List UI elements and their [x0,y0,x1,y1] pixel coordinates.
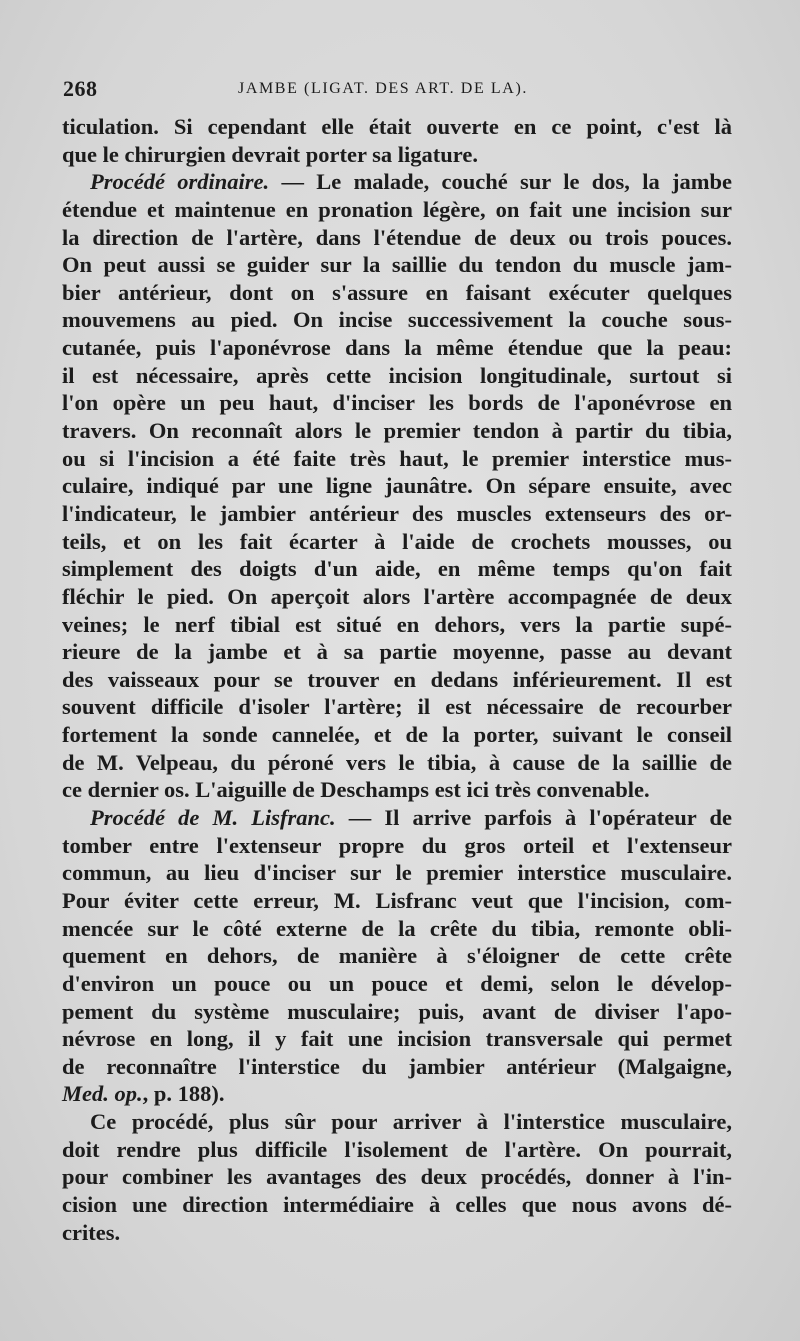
text-line: doit rendre plus difficile l'isolement de l'artère. On pourrait, [62,1136,732,1162]
text-run: — Il arrive parfois à l'opérateur de [335,805,733,831]
section-title-lisfranc: Procédé de M. Lisfranc. [90,805,336,831]
section-title-ordinaire: Procédé ordinaire. [90,169,270,195]
page-header [63,76,740,106]
text-line: Pour éviter cette erreur, M. Lisfranc veut que l'incision, com- [62,887,732,913]
citation-ref: Med. op. [62,1081,143,1107]
text-line: simplement des doigts d'un aide, en même temps qu'on fait [62,556,732,582]
text-line: il est nécessaire, après cette incision longitudinale, surtout si [62,362,732,388]
text-line: On peut aussi se guider sur la saillie du tendon du muscle jam- [62,252,732,278]
text-line: névrose en long, il y fait une incision transversale qui permet [62,1026,732,1052]
text-line: la direction de l'artère, dans l'étendue de deux ou trois pouces. [62,224,732,250]
text-line: rieure de la jambe et à sa partie moyenne, passe au devant [62,639,732,665]
text-line: culaire, indiqué par une ligne jaunâtre. On sépare ensuite, avec [62,473,732,499]
text-line [62,804,732,832]
text-line: cision une direction intermédiaire à celles que nous avons dé- [62,1191,732,1217]
body-text [62,113,732,1246]
text-line: teils, et on les fait écarter à l'aide de crochets mousses, ou [62,528,732,554]
text-line: fléchir le pied. On aperçoit alors l'artère accompagnée de deux [62,583,732,609]
text-line: quement en dehors, de manière à s'éloigner de cette crête [62,943,732,969]
text-line: l'on opère un peu haut, d'inciser les bords de l'aponévrose en [62,390,732,416]
text-line: ou si l'incision a été faite très haut, le premier interstice mus- [62,445,732,471]
text-line: bier antérieur, dont on s'assure en faisant exécuter quelques [62,279,732,305]
text-run: , p. 188). [142,1081,225,1107]
text-line: pement du système musculaire; puis, avant de diviser l'apo- [62,998,732,1024]
text-line: commun, au lieu d'inciser sur le premier interstice musculaire. [62,860,732,886]
text-line: veines; le nerf tibial est situé en dehors, vers la partie supé- [62,611,732,637]
text-line: Ce procédé, plus sûr pour arriver à l'interstice musculaire, [90,1109,732,1135]
text-line: crites. [62,1219,121,1245]
text-line: tomber entre l'extenseur propre du gros orteil et l'extenseur [62,832,732,858]
text-line: étendue et maintenue en pronation légère, on fait une incision sur [62,196,732,222]
text-line: fortement la sonde cannelée, et de la porter, suivant le conseil [62,722,732,748]
text-run: — Le malade, couché sur le dos, la jambe [269,169,732,195]
text-line: travers. On reconnaît alors le premier tendon à partir du tibia, [62,418,732,444]
text-line: mouvemens au pied. On incise successivement la couche sous- [62,307,732,333]
text-line: des vaisseaux pour se trouver en dedans inférieurement. Il est [62,666,732,692]
running-head: JAMBE (LIGAT. DES ART. DE LA). [238,80,528,97]
text-line: de reconnaître l'interstice du jambier antérieur (Malgaigne, [62,1053,732,1079]
text-line: que le chirurgien devrait porter sa ligature. [62,141,478,167]
text-line: de M. Velpeau, du péroné vers le tibia, à cause de la saillie de [62,749,732,775]
text-line: ticulation. Si cependant elle était ouverte en ce point, c'est là [62,114,732,139]
text-line [62,1080,732,1108]
page-number: 268 [63,76,98,101]
text-line: cutanée, puis l'aponévrose dans la même étendue que la peau: [62,335,732,361]
text-line [62,168,732,196]
text-line: souvent difficile d'isoler l'artère; il est nécessaire de recourber [62,694,732,720]
text-line: mencée sur le côté externe de la crête du tibia, remonte obli- [62,915,732,941]
text-line: pour combiner les avantages des deux procédés, donner à l'in- [62,1164,732,1190]
text-line: l'indicateur, le jambier antérieur des muscles extenseurs des or- [62,500,732,526]
text-line: ce dernier os. L'aiguille de Deschamps est ici très convenable. [62,777,650,803]
text-line: d'environ un pouce ou un pouce et demi, selon le dévelop- [62,970,732,996]
